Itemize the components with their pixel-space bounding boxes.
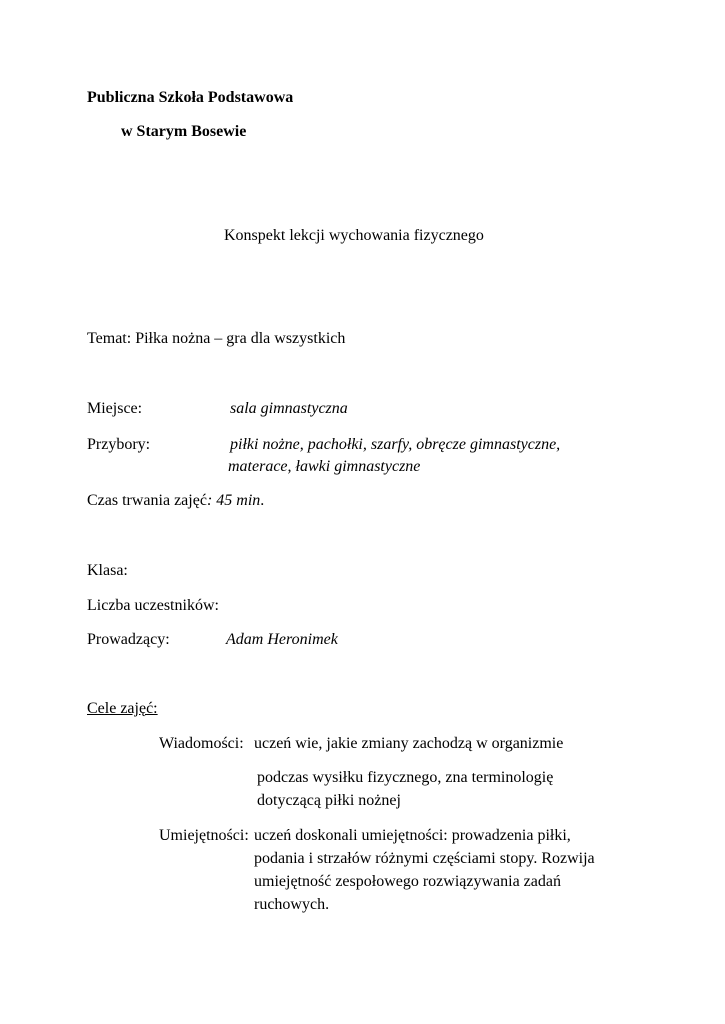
goals-heading: Cele zajęć: xyxy=(87,700,158,717)
knowledge-line2: podczas wysiłku fizycznego, zna terminologię xyxy=(257,769,554,786)
topic-label: Temat: xyxy=(87,330,132,347)
place-value: sala gimnastyczna xyxy=(230,400,348,417)
duration-period: . xyxy=(260,492,265,509)
participants-label: Liczba uczestników: xyxy=(87,597,219,614)
topic-line xyxy=(87,329,345,349)
school-name-line1: Publiczna Szkoła Podstawowa xyxy=(87,89,294,106)
knowledge-label: Wiadomości: xyxy=(159,735,244,752)
teacher-value: Adam Heronimek xyxy=(226,631,338,648)
equipment-line2: materace, ławki gimnastyczne xyxy=(228,458,421,475)
skills-line2: podania i strzałów różnymi częściami stopy. Rozwija xyxy=(254,850,595,867)
equipment-line1: piłki nożne, pachołki, szarfy, obręcze gimnastyczne, xyxy=(230,436,561,453)
equipment-label: Przybory: xyxy=(87,436,151,453)
duration-value: 45 min xyxy=(216,492,261,509)
duration-label: Czas trwania zajęć xyxy=(87,492,207,509)
topic-value: Piłka nożna – gra dla wszystkich xyxy=(135,330,346,347)
duration-colon: : xyxy=(206,492,213,509)
place-label: Miejsce: xyxy=(87,400,143,417)
teacher-label: Prowadzący: xyxy=(87,631,170,648)
document-title: Konspekt lekcji wychowania fizycznego xyxy=(224,227,484,244)
class-label: Klasa: xyxy=(87,562,128,579)
school-name-line2: w Starym Bosewie xyxy=(121,123,247,140)
skills-line3: umiejętność zespołowego rozwiązywania zadań xyxy=(254,873,561,890)
knowledge-line3: dotyczącą piłki nożnej xyxy=(257,792,401,809)
duration-line xyxy=(87,491,264,511)
skills-line4: ruchowych. xyxy=(254,896,330,913)
knowledge-line1: uczeń wie, jakie zmiany zachodzą w organizmie xyxy=(254,735,564,752)
skills-label: Umiejętności: xyxy=(159,827,249,844)
skills-line1: uczeń doskonali umiejętności: prowadzenia piłki, xyxy=(254,827,571,844)
